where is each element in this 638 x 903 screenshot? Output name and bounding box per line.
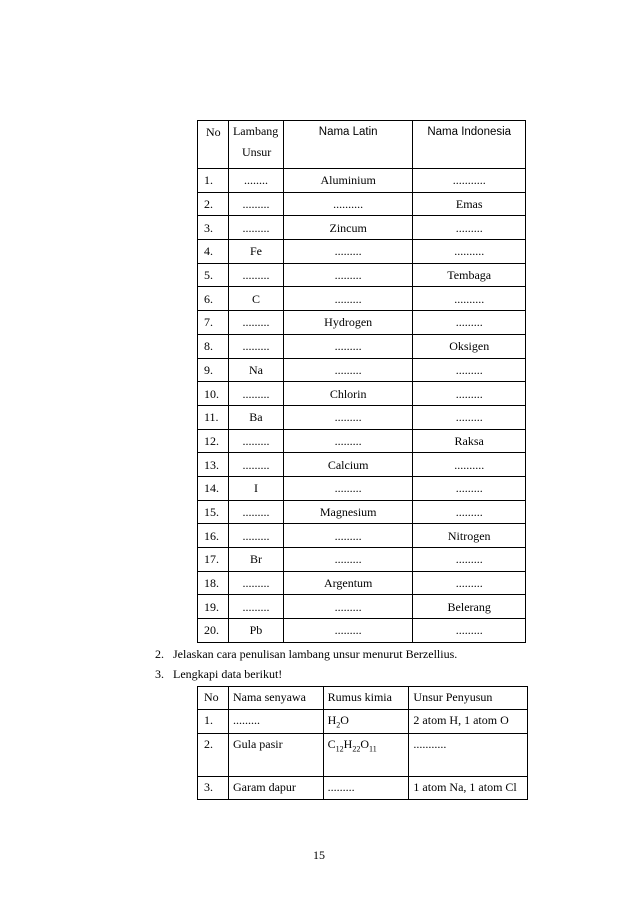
- cell-lambang-unsur: Ba: [228, 405, 283, 429]
- cell-nama-latin: Aluminium: [283, 169, 412, 193]
- cell-lambang-unsur: .........: [228, 595, 283, 619]
- cell-nama-indonesia: Nitrogen: [413, 524, 526, 548]
- question-number: 2.: [155, 647, 164, 661]
- cell-no: 3.: [198, 777, 229, 800]
- cell-rumus-kimia: [323, 710, 409, 734]
- cell-nama-indonesia: ..........: [413, 287, 526, 311]
- cell-unsur-penyusun: ...........: [409, 734, 528, 777]
- cell-nama-latin: Zincum: [283, 216, 412, 240]
- cell-unsur-penyusun: 1 atom Na, 1 atom Cl: [409, 777, 528, 800]
- cell-nama-latin: .........: [283, 263, 412, 287]
- header-nama-indonesia: Nama Indonesia: [413, 121, 526, 169]
- cell-nama-indonesia: .........: [413, 548, 526, 572]
- cell-nama-indonesia: .........: [413, 382, 526, 406]
- cell-nama-latin: .........: [283, 429, 412, 453]
- page-number: 15: [313, 848, 325, 862]
- cell-nama-indonesia: .........: [413, 358, 526, 382]
- cell-no: 12.: [198, 429, 229, 453]
- cell-nama-latin: .........: [283, 240, 412, 264]
- question-number: 3.: [155, 667, 164, 681]
- question-3: [155, 666, 282, 682]
- question-text: Jelaskan cara penulisan lambang unsur menurut Berzellius.: [173, 647, 458, 661]
- element-table-body: [198, 169, 526, 643]
- header-nama-senyawa: Nama senyawa: [228, 687, 323, 710]
- table-row: [198, 382, 526, 406]
- cell-nama-latin: .........: [283, 405, 412, 429]
- table-row: [198, 476, 526, 500]
- cell-lambang-unsur: Pb: [228, 619, 283, 643]
- header-lambang-unsur: [228, 121, 283, 169]
- cell-lambang-unsur: .........: [228, 571, 283, 595]
- cell-lambang-unsur: Br: [228, 548, 283, 572]
- cell-no: 9.: [198, 358, 229, 382]
- table-row: [198, 192, 526, 216]
- table-row: [198, 619, 526, 643]
- cell-lambang-unsur: ........: [228, 169, 283, 193]
- table-row: [198, 429, 526, 453]
- formula-subscript: 12: [335, 744, 344, 754]
- formula-symbol: H: [343, 737, 353, 751]
- cell-lambang-unsur: Fe: [228, 240, 283, 264]
- formula-subscript: 11: [368, 744, 377, 754]
- cell-nama-indonesia: .........: [413, 405, 526, 429]
- cell-no: 3.: [198, 216, 229, 240]
- cell-rumus-kimia: [323, 777, 409, 800]
- formula-symbol: C: [327, 737, 336, 751]
- cell-nama-indonesia: ..........: [413, 240, 526, 264]
- formula-symbol: .........: [327, 780, 355, 794]
- table-row: [198, 734, 528, 777]
- cell-nama-latin: Hydrogen: [283, 311, 412, 335]
- cell-lambang-unsur: .........: [228, 311, 283, 335]
- cell-nama-indonesia: Oksigen: [413, 334, 526, 358]
- header-unsur-penyusun: Unsur Penyusun: [409, 687, 528, 710]
- table-row: [198, 710, 528, 734]
- cell-nama-indonesia: ..........: [413, 453, 526, 477]
- table-row: [198, 777, 528, 800]
- formula-symbol: H: [327, 713, 337, 727]
- cell-nama-indonesia: .........: [413, 476, 526, 500]
- cell-lambang-unsur: .........: [228, 524, 283, 548]
- formula-symbol: O: [340, 713, 349, 727]
- table-row: [198, 500, 526, 524]
- cell-nama-latin: .........: [283, 619, 412, 643]
- cell-lambang-unsur: .........: [228, 453, 283, 477]
- cell-nama-indonesia: .........: [413, 216, 526, 240]
- table-row: [198, 311, 526, 335]
- table-header-row: [198, 687, 528, 710]
- cell-nama-latin: ..........: [283, 192, 412, 216]
- cell-no: 7.: [198, 311, 229, 335]
- cell-no: 10.: [198, 382, 229, 406]
- cell-nama-senyawa: .........: [228, 710, 323, 734]
- cell-no: 4.: [198, 240, 229, 264]
- header-lambang-line2: Unsur: [241, 145, 272, 159]
- header-rumus-kimia: Rumus kimia: [323, 687, 409, 710]
- table-row: [198, 405, 526, 429]
- cell-no: 5.: [198, 263, 229, 287]
- cell-lambang-unsur: .........: [228, 263, 283, 287]
- formula-subscript: 2: [336, 720, 341, 730]
- cell-no: 2.: [198, 734, 229, 777]
- cell-nama-latin: Calcium: [283, 453, 412, 477]
- cell-nama-latin: .........: [283, 287, 412, 311]
- table-row: [198, 263, 526, 287]
- cell-nama-latin: .........: [283, 595, 412, 619]
- cell-no: 2.: [198, 192, 229, 216]
- table-header-row: [198, 121, 526, 169]
- cell-lambang-unsur: .........: [228, 216, 283, 240]
- cell-no: 14.: [198, 476, 229, 500]
- cell-nama-indonesia: Belerang: [413, 595, 526, 619]
- cell-rumus-kimia: [323, 734, 409, 777]
- cell-no: 1.: [198, 710, 229, 734]
- cell-no: 18.: [198, 571, 229, 595]
- cell-lambang-unsur: .........: [228, 429, 283, 453]
- cell-nama-indonesia: Emas: [413, 192, 526, 216]
- table-row: [198, 287, 526, 311]
- cell-no: 16.: [198, 524, 229, 548]
- cell-lambang-unsur: Na: [228, 358, 283, 382]
- cell-no: 6.: [198, 287, 229, 311]
- question-text: Lengkapi data berikut!: [173, 667, 283, 681]
- cell-no: 15.: [198, 500, 229, 524]
- cell-nama-indonesia: .........: [413, 311, 526, 335]
- cell-nama-senyawa: Garam dapur: [228, 777, 323, 800]
- compound-table-body: [198, 710, 528, 800]
- table-row: [198, 524, 526, 548]
- cell-nama-indonesia: Tembaga: [413, 263, 526, 287]
- question-2: [155, 646, 457, 662]
- table-row: [198, 453, 526, 477]
- table-row: [198, 571, 526, 595]
- cell-no: 13.: [198, 453, 229, 477]
- cell-lambang-unsur: C: [228, 287, 283, 311]
- header-lambang-line1: Lambang: [232, 124, 279, 138]
- cell-nama-indonesia: .........: [413, 619, 526, 643]
- cell-nama-latin: .........: [283, 334, 412, 358]
- cell-nama-latin: Chlorin: [283, 382, 412, 406]
- table-row: [198, 595, 526, 619]
- cell-no: 20.: [198, 619, 229, 643]
- cell-nama-latin: .........: [283, 524, 412, 548]
- cell-lambang-unsur: .........: [228, 192, 283, 216]
- cell-nama-indonesia: .........: [413, 571, 526, 595]
- header-nama-latin: Nama Latin: [283, 121, 412, 169]
- cell-nama-latin: Magnesium: [283, 500, 412, 524]
- cell-nama-indonesia: Raksa: [413, 429, 526, 453]
- compound-table: [197, 686, 528, 800]
- cell-lambang-unsur: .........: [228, 500, 283, 524]
- cell-lambang-unsur: .........: [228, 334, 283, 358]
- cell-no: 11.: [198, 405, 229, 429]
- cell-lambang-unsur: I: [228, 476, 283, 500]
- cell-no: 19.: [198, 595, 229, 619]
- header-no: No: [198, 121, 229, 169]
- cell-lambang-unsur: .........: [228, 382, 283, 406]
- table-row: [198, 358, 526, 382]
- table-row: [198, 334, 526, 358]
- cell-no: 17.: [198, 548, 229, 572]
- cell-nama-senyawa: Gula pasir: [228, 734, 323, 777]
- cell-nama-indonesia: .........: [413, 500, 526, 524]
- element-symbol-table: [197, 120, 526, 643]
- table-row: [198, 216, 526, 240]
- cell-no: 1.: [198, 169, 229, 193]
- cell-nama-latin: Argentum: [283, 571, 412, 595]
- cell-unsur-penyusun: 2 atom H, 1 atom O: [409, 710, 528, 734]
- table-row: [198, 169, 526, 193]
- table-row: [198, 240, 526, 264]
- formula-symbol: O: [360, 737, 369, 751]
- table-row: [198, 548, 526, 572]
- cell-nama-latin: .........: [283, 358, 412, 382]
- formula-subscript: 22: [352, 744, 361, 754]
- cell-nama-latin: .........: [283, 476, 412, 500]
- cell-nama-indonesia: ...........: [413, 169, 526, 193]
- cell-no: 8.: [198, 334, 229, 358]
- cell-nama-latin: .........: [283, 548, 412, 572]
- header-no: No: [198, 687, 229, 710]
